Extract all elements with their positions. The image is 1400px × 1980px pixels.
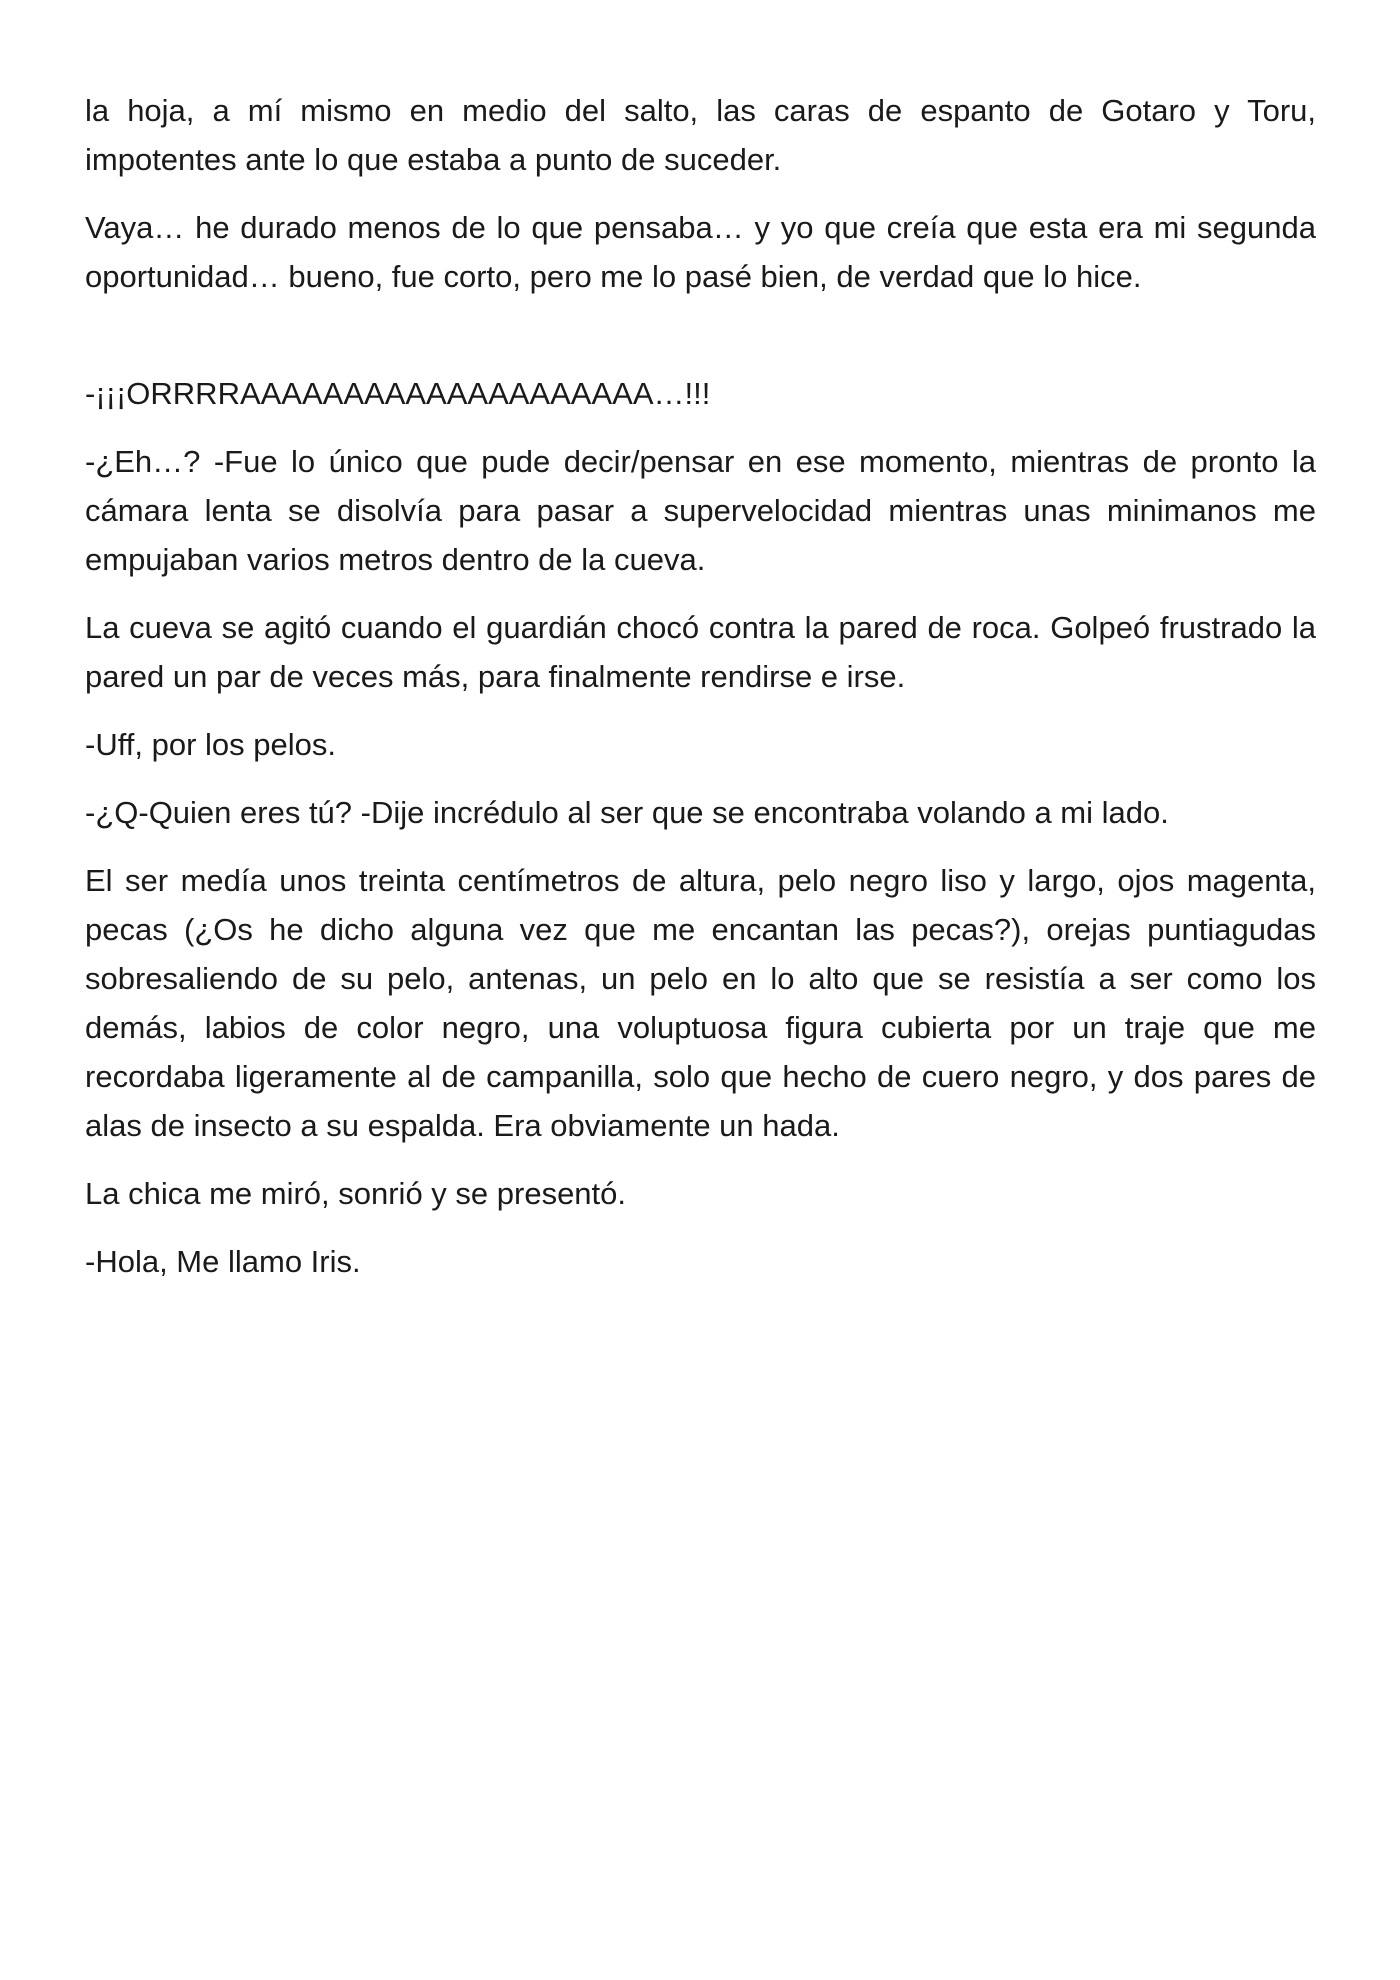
paragraph: El ser medía unos treinta centímetros de altura, pelo negro liso y largo, ojos magenta, pecas (¿Os he dicho alguna vez que me encantan las pecas?), orejas puntiagudas sobresaliendo de su pelo, antenas, un pelo en lo alto que se resistía a ser como los demás, labios de color negro, una voluptuosa figura cubierta por un traje que me recordaba ligeramente al de campanilla, solo que hecho de cuero negro, y dos pares de alas de insecto a su espalda. Era obviamente un hada. [85,863,1316,1143]
dialogue-line: -Uff, por los pelos. [85,727,336,762]
paragraph: Vaya… he durado menos de lo que pensaba… y yo que creía que esta era mi segunda oportunidad… bueno, fue corto, pero me lo pasé bien, de verdad que lo hice. [85,210,1316,294]
document-page [85,86,1316,1305]
dialogue-line: -Hola, Me llamo Iris. [85,1244,361,1279]
paragraph: La cueva se agitó cuando el guardián chocó contra la pared de roca. Golpeó frustrado la pared un par de veces más, para finalmente rendirse e irse. [85,610,1316,694]
dialogue-line: -¿Q-Quien eres tú? -Dije incrédulo al ser que se encontraba volando a mi lado. [85,795,1169,830]
dialogue-line: -¡¡¡ORRRRAAAAAAAAAAAAAAAAAAAA…!!! [85,376,711,411]
paragraph: La chica me miró, sonrió y se presentó. [85,1176,627,1211]
paragraph: -¿Eh…? -Fue lo único que pude decir/pensar en ese momento, mientras de pronto la cámara lenta se disolvía para pasar a supervelocidad mientras unas minimanos me empujaban varios metros dentro de la cueva. [85,444,1316,577]
paragraph: la hoja, a mí mismo en medio del salto, las caras de espanto de Gotaro y Toru, impotentes ante lo que estaba a punto de suceder. [85,93,1316,177]
